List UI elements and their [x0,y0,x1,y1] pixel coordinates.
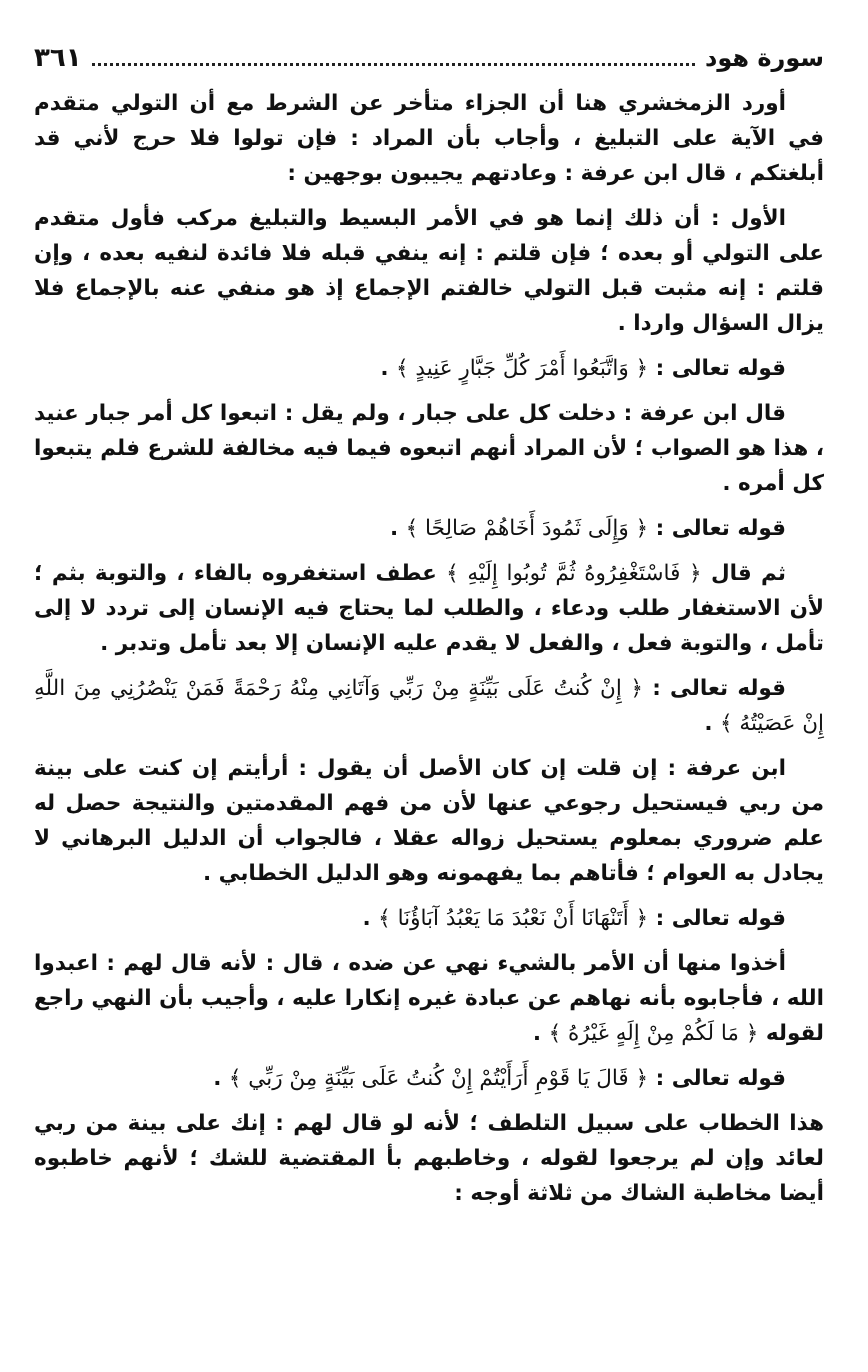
header-dotted-leader [92,63,695,66]
paragraph [34,751,824,891]
paragraph-text: . [380,356,396,381]
paragraph [34,396,824,501]
paragraph [34,1106,824,1211]
surah-title: سورة هود [705,44,824,72]
quran-verse: ﴿ مَا لَكُمْ مِنْ إِلَهٍ غَيْرُهُ ﴾ [548,1021,759,1046]
book-page [34,40,824,1221]
paragraph-text: . [389,516,406,541]
quran-verse: ﴿ إِنْ كُنتُ عَلَى بَيِّنَةٍ مِنْ رَبِّي وَآتَانِي مِنْهُ رَحْمَةً فَمَنْ يَنْصُرُنِي مِنَ اللَّهِ إِنْ عَصَيْتُهُ ﴾ [34,676,824,736]
quran-verse: ﴿ فَاسْتَغْفِرُوهُ ثُمَّ تُوبُوا إِلَيْهِ ﴾ [446,561,702,586]
paragraph-text: قوله تعالى : [648,906,786,931]
paragraph-text: . [704,711,720,736]
page-header [34,40,824,76]
paragraph-text: قوله تعالى : [648,1066,786,1091]
paragraph-text: أورد الزمخشري هنا أن الجزاء متأخر عن الشرط مع أن التولي متقدم في الآية على التبليغ ، وأجاب بأن المراد : فإن تولوا فلا حرج لأني قد أبلغتكم ، قال ابن عرفة : وعادتهم يجيبون بوجهين : [34,91,824,186]
paragraph [34,511,824,546]
paragraph [34,1061,824,1096]
paragraph-text: ابن عرفة : إن قلت إن كان الأصل أن يقول : أرأيتم إن كنت على بينة من ربي فيستحيل رجوعي عنها لأن من فهم المقدمتين والنتيجة حصل له علم ضروري بمعلوم يستحيل زواله عقلا ، فالجواب أن الدليل البرهاني لا يجادل به العوام ؛ فأتاهم بما يفهمونه وهو الدليل الخطابي . [34,756,824,886]
paragraph-text: هذا الخطاب على سبيل التلطف ؛ لأنه لو قال لهم : إنك على بينة من ربي لعائد وإن لم يرجعوا لقوله ، وخاطبهم بأ المقتضية للشك ؛ لأنهم خاطبوه أيضا مخاطبة الشاك من ثلاثة أوجه : [34,1111,824,1206]
paragraph-text: . [362,906,379,931]
quran-verse: ﴿ وَاتَّبَعُوا أَمْرَ كُلِّ جَبَّارٍ عَنِيدٍ ﴾ [396,356,649,381]
quran-verse: ﴿ وَإِلَى ثَمُودَ أَخَاهُمْ صَالِحًا ﴾ [405,516,649,541]
quran-verse: ﴿ أَتَنْهَانَا أَنْ نَعْبُدَ مَا يَعْبُدُ آبَاؤُنَا ﴾ [378,906,649,931]
page-body [34,86,824,1211]
paragraph [34,556,824,661]
paragraph [34,86,824,191]
paragraph-text: قال ابن عرفة : دخلت كل على جبار ، ولم يقل : اتبعوا كل أمر جبار عنيد ، هذا هو الصواب ؛ لأن المراد أنهم اتبعوه فيما فيه مخالفة للشرع فلم يتبعوا كل أمره . [34,401,824,496]
paragraph [34,671,824,741]
paragraph-text: أخذوا منها أن الأمر بالشيء نهي عن ضده ، قال : لأنه قال لهم : اعبدوا الله ، فأجابوه بأنه نهاهم عن عبادة غيره إنكارا عليه ، وأجيب بأن النهي راجع لقوله [34,951,824,1046]
paragraph-text: قوله تعالى : [648,516,786,541]
paragraph [34,201,824,341]
paragraph-text: ثم قال [701,561,786,586]
paragraph-text: الأول : أن ذلك إنما هو في الأمر البسيط والتبليغ مركب فأول متقدم على التولي أو بعده ؛ فإن قلتم : إنه ينفي قبله فلا فائدة لنفيه بعده ، وإن قلتم : إنه مثبت قبل التولي خالفتم الإجماع إذ هو منفي عنه بالإجماع فلا يزال السؤال واردا . [34,206,824,336]
paragraph [34,351,824,386]
quran-verse: ﴿ قَالَ يَا قَوْمِ أَرَأَيْتُمْ إِنْ كُنتُ عَلَى بَيِّنَةٍ مِنْ رَبِّي ﴾ [228,1066,649,1091]
paragraph-text: قوله تعالى : [642,676,786,701]
paragraph-text: عطف استغفروه بالفاء ، والتوبة بثم ؛ لأن الاستغفار طلب ودعاء ، والطلب لما يحتاج فيه الإنسان إلى تردد لا إلى تأمل ، والتوبة فعل ، والفعل لا يقدم عليه الإنسان إلا بعد تأمل وتدبر . [34,561,824,656]
paragraph [34,946,824,1051]
paragraph [34,901,824,936]
page-number: ٣٦١ [34,43,82,73]
paragraph-text: . [213,1066,229,1091]
paragraph-text: قوله تعالى : [648,356,786,381]
paragraph-text: . [532,1021,549,1046]
